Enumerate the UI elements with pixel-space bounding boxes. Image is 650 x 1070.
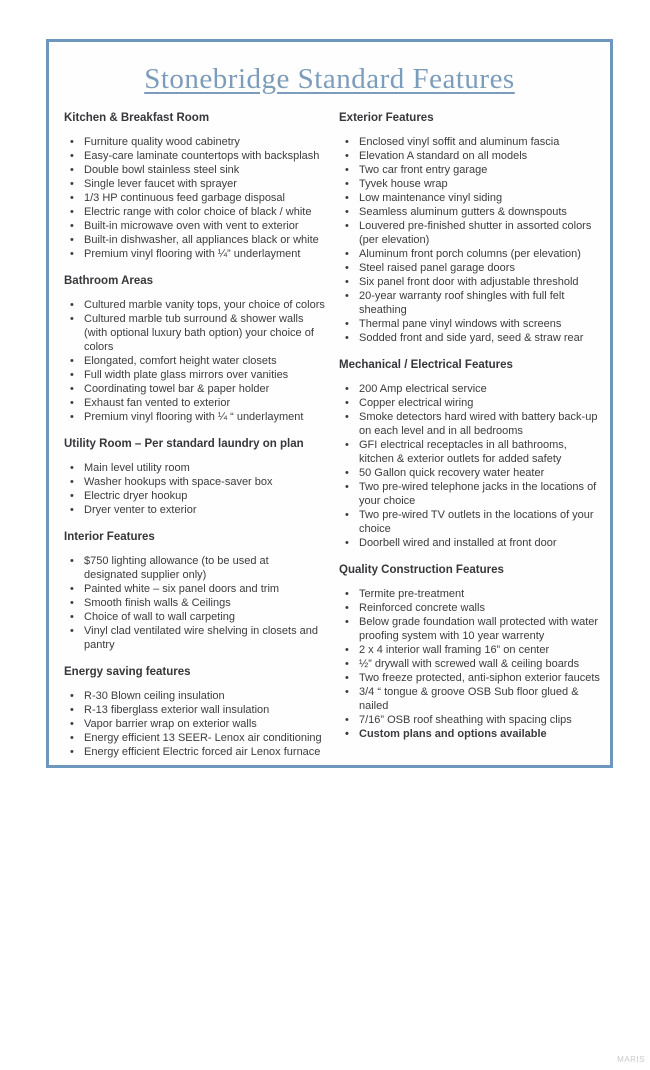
feature-columns [49,110,610,773]
feature-item: • Premium vinyl flooring with ¼” underlayment [64,247,325,261]
feature-item: • 2 x 4 interior wall framing 16” on center [339,643,600,657]
feature-item: • Thermal pane vinyl windows with screens [339,317,600,331]
feature-list [64,135,325,261]
feature-item: • Built-in microwave oven with vent to exterior [64,219,325,233]
feature-section [64,112,325,261]
feature-section [339,112,600,345]
feature-list [339,587,600,741]
feature-item: • Sodded front and side yard, seed & straw rear [339,331,600,345]
feature-item: • Reinforced concrete walls [339,601,600,615]
section-heading: Interior Features [64,531,155,543]
feature-item: • Two pre-wired TV outlets in the locations of your choice [339,508,600,536]
feature-item: • Elongated, comfort height water closets [64,354,325,368]
feature-item: • Furniture quality wood cabinetry [64,135,325,149]
feature-item: • Energy efficient Electric forced air Lenox furnace [64,745,325,759]
feature-item: • Copper electrical wiring [339,396,600,410]
feature-item: • Easy-care laminate countertops with backsplash [64,149,325,163]
feature-item: • Choice of wall to wall carpeting [64,610,325,624]
feature-item: • Cultured marble tub surround & shower walls (with optional luxury bath option) your choice of colors [64,312,325,354]
feature-item: • Two pre-wired telephone jacks in the locations of your choice [339,480,600,508]
feature-item: • 20-year warranty roof shingles with full felt sheathing [339,289,600,317]
feature-item: • Vinyl clad ventilated wire shelving in closets and pantry [64,624,325,652]
feature-item: • Elevation A standard on all models [339,149,600,163]
feature-list [64,689,325,759]
feature-item: • Tyvek house wrap [339,177,600,191]
feature-list [64,298,325,424]
page-title: Stonebridge Standard Features [144,63,515,95]
feature-item: • Single lever faucet with sprayer [64,177,325,191]
feature-item: • Premium vinyl flooring with ¼ “ underlayment [64,410,325,424]
feature-item: • Washer hookups with space-saver box [64,475,325,489]
document-border-frame [46,39,613,768]
left-column [64,112,325,773]
feature-item: • Smooth finish walls & Ceilings [64,596,325,610]
feature-item: • 200 Amp electrical service [339,382,600,396]
feature-item: • Aluminum front porch columns (per elevation) [339,247,600,261]
section-heading: Energy saving features [64,666,191,678]
feature-section [64,275,325,424]
feature-item: • Cultured marble vanity tops, your choice of colors [64,298,325,312]
feature-list [64,554,325,652]
feature-item: • Below grade foundation wall protected with water proofing system with 10 year warrenty [339,615,600,643]
section-heading: Kitchen & Breakfast Room [64,112,210,124]
feature-item: • 1/3 HP continuous feed garbage disposal [64,191,325,205]
feature-item: • $750 lighting allowance (to be used at designated supplier only) [64,554,325,582]
feature-list [339,135,600,345]
section-heading: Exterior Features [339,112,434,124]
feature-item: • R-30 Blown ceiling insulation [64,689,325,703]
feature-item: • Six panel front door with adjustable threshold [339,275,600,289]
right-column [339,112,600,773]
feature-item: • Exhaust fan vented to exterior [64,396,325,410]
feature-item: • Two car front entry garage [339,163,600,177]
feature-section [64,438,325,517]
section-heading: Quality Construction Features [339,564,504,576]
feature-section [64,666,325,759]
feature-item: • Two freeze protected, anti-siphon exterior faucets [339,671,600,685]
feature-item: • Built-in dishwasher, all appliances black or white [64,233,325,247]
section-heading: Mechanical / Electrical Features [339,359,513,371]
maris-watermark: MARIS [617,1055,645,1064]
feature-item: • Full width plate glass mirrors over vanities [64,368,325,382]
feature-item: • Low maintenance vinyl siding [339,191,600,205]
feature-item: • Doorbell wired and installed at front door [339,536,600,550]
feature-item: • Electric range with color choice of black / white [64,205,325,219]
feature-item: • 7/16” OSB roof sheathing with spacing clips [339,713,600,727]
feature-item: • GFI electrical receptacles in all bathrooms, kitchen & exterior outlets for added safety [339,438,600,466]
feature-item: • Seamless aluminum gutters & downspouts [339,205,600,219]
feature-item: • Vapor barrier wrap on exterior walls [64,717,325,731]
feature-item: • Smoke detectors hard wired with battery back-up on each level and in all bedrooms [339,410,600,438]
section-heading: Bathroom Areas [64,275,154,287]
section-heading: Utility Room – Per standard laundry on plan [64,438,304,450]
feature-item: • 50 Gallon quick recovery water heater [339,466,600,480]
feature-item: • Termite pre-treatment [339,587,600,601]
feature-section [339,564,600,741]
feature-item: • Dryer venter to exterior [64,503,325,517]
feature-item: • Electric dryer hookup [64,489,325,503]
feature-section [64,531,325,652]
feature-item: • 3/4 “ tongue & groove OSB Sub floor glued & nailed [339,685,600,713]
feature-section [339,359,600,550]
feature-item: • ½” drywall with screwed wall & ceiling boards [339,657,600,671]
feature-item: • Louvered pre-finished shutter in assorted colors (per elevation) [339,219,600,247]
feature-item: • Enclosed vinyl soffit and aluminum fascia [339,135,600,149]
feature-item: • Steel raised panel garage doors [339,261,600,275]
feature-item: • Energy efficient 13 SEER- Lenox air conditioning [64,731,325,745]
feature-item: • Coordinating towel bar & paper holder [64,382,325,396]
feature-item: • Double bowl stainless steel sink [64,163,325,177]
feature-list [339,382,600,550]
feature-item: • R-13 fiberglass exterior wall insulation [64,703,325,717]
feature-item: • Painted white – six panel doors and trim [64,582,325,596]
feature-item: • Main level utility room [64,461,325,475]
feature-item: • Custom plans and options available [339,727,600,741]
feature-list [64,461,325,517]
